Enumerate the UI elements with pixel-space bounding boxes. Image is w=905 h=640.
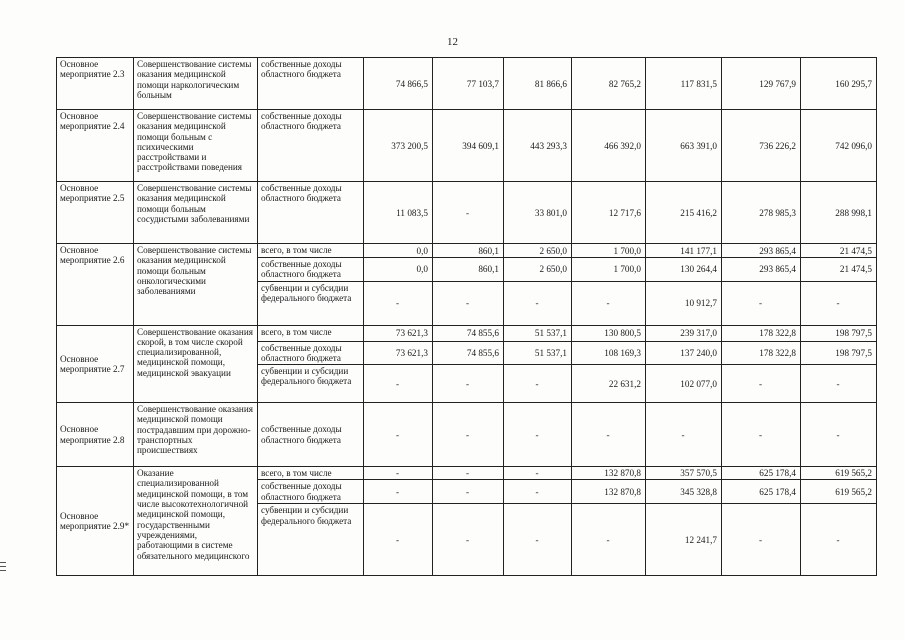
- funding-source-cell: собственные доходы областного бюджета: [258, 480, 364, 504]
- value-cell: 345 328,8: [646, 480, 722, 504]
- measure-cell: Основное мероприятие 2.7: [57, 325, 134, 403]
- funding-source-cell: собственные доходы областного бюджета: [258, 110, 364, 182]
- value-cell: 443 293,3: [504, 110, 572, 182]
- value-cell: 288 998,1: [801, 182, 877, 244]
- value-cell: 2 650,0: [504, 258, 572, 282]
- value-cell: 130 800,5: [572, 325, 646, 341]
- description-cell: Оказание специализированной медицинской помощи, в том числе высокотехнологичной медицинской помощи, государственными учреждениями, работающими в системе обязательного медицинского: [134, 467, 258, 576]
- value-cell: 625 178,4: [722, 467, 801, 480]
- measure-cell: Основное мероприятие 2.3: [57, 58, 134, 110]
- value-cell: -: [572, 504, 646, 576]
- value-cell: -: [364, 504, 433, 576]
- value-cell: -: [722, 281, 801, 325]
- page-number: 12: [447, 36, 458, 48]
- funding-source-cell: субвенции и субсидии федерального бюджета: [258, 365, 364, 403]
- table-row: [57, 467, 877, 480]
- funding-source-cell: субвенции и субсидии федерального бюджета: [258, 281, 364, 325]
- value-cell: 736 226,2: [722, 110, 801, 182]
- value-cell: 239 317,0: [646, 325, 722, 341]
- value-cell: -: [801, 403, 877, 467]
- value-cell: 357 570,5: [646, 467, 722, 480]
- funding-source-cell: собственные доходы областного бюджета: [258, 258, 364, 282]
- value-cell: -: [433, 480, 504, 504]
- value-cell: 132 870,8: [572, 480, 646, 504]
- value-cell: 51 537,1: [504, 325, 572, 341]
- funding-source-cell: собственные доходы областного бюджета: [258, 341, 364, 365]
- value-cell: 860,1: [433, 258, 504, 282]
- value-cell: 1 700,0: [572, 244, 646, 258]
- value-cell: 0,0: [364, 244, 433, 258]
- value-cell: 77 103,7: [433, 58, 504, 110]
- value-cell: 141 177,1: [646, 244, 722, 258]
- value-cell: -: [646, 403, 722, 467]
- value-cell: 132 870,8: [572, 467, 646, 480]
- value-cell: 74 866,5: [364, 58, 433, 110]
- table-row: [57, 325, 877, 341]
- value-cell: 178 322,8: [722, 325, 801, 341]
- value-cell: 619 565,2: [801, 480, 877, 504]
- value-cell: -: [364, 480, 433, 504]
- funding-source-cell: собственные доходы областного бюджета: [258, 403, 364, 467]
- value-cell: 278 985,3: [722, 182, 801, 244]
- value-cell: 102 077,0: [646, 365, 722, 403]
- funding-source-cell: всего, в том числе: [258, 244, 364, 258]
- value-cell: 293 865,4: [722, 258, 801, 282]
- value-cell: -: [504, 504, 572, 576]
- budget-table: [56, 57, 877, 576]
- measure-cell: Основное мероприятие 2.9*: [57, 467, 134, 576]
- value-cell: 2 650,0: [504, 244, 572, 258]
- description-cell: Совершенствование системы оказания медицинской помощи больным с психическими расстройствами и расстройствами поведения: [134, 110, 258, 182]
- value-cell: 130 264,4: [646, 258, 722, 282]
- measure-cell: Основное мероприятие 2.8: [57, 403, 134, 467]
- value-cell: 394 609,1: [433, 110, 504, 182]
- value-cell: -: [572, 403, 646, 467]
- value-cell: -: [801, 504, 877, 576]
- funding-source-cell: субвенции и субсидии федерального бюджета: [258, 504, 364, 576]
- description-cell: Совершенствование системы оказания медицинской помощи наркологическим больным: [134, 58, 258, 110]
- table-row: [57, 58, 877, 110]
- value-cell: -: [433, 467, 504, 480]
- value-cell: 373 200,5: [364, 110, 433, 182]
- value-cell: -: [433, 504, 504, 576]
- measure-cell: Основное мероприятие 2.6: [57, 244, 134, 326]
- funding-source-cell: всего, в том числе: [258, 325, 364, 341]
- value-cell: 198 797,5: [801, 325, 877, 341]
- value-cell: -: [364, 281, 433, 325]
- value-cell: 21 474,5: [801, 244, 877, 258]
- value-cell: 108 169,3: [572, 341, 646, 365]
- value-cell: -: [364, 365, 433, 403]
- funding-source-cell: всего, в том числе: [258, 467, 364, 480]
- description-cell: Совершенствование системы оказания медицинской помощи больным онкологическими заболеваниями: [134, 244, 258, 326]
- value-cell: 0,0: [364, 258, 433, 282]
- value-cell: -: [504, 281, 572, 325]
- value-cell: 619 565,2: [801, 467, 877, 480]
- description-cell: Совершенствование оказания медицинской помощи пострадавшим при дорожно-транспортных происшествиях: [134, 403, 258, 467]
- measure-cell: Основное мероприятие 2.5: [57, 182, 134, 244]
- value-cell: -: [433, 365, 504, 403]
- value-cell: 22 631,2: [572, 365, 646, 403]
- value-cell: -: [433, 182, 504, 244]
- value-cell: -: [504, 480, 572, 504]
- value-cell: 663 391,0: [646, 110, 722, 182]
- margin-mark: [0, 570, 6, 571]
- value-cell: 74 855,6: [433, 325, 504, 341]
- value-cell: 625 178,4: [722, 480, 801, 504]
- table-row: [57, 182, 877, 244]
- value-cell: -: [722, 504, 801, 576]
- funding-source-cell: собственные доходы областного бюджета: [258, 182, 364, 244]
- value-cell: 1 700,0: [572, 258, 646, 282]
- value-cell: -: [504, 403, 572, 467]
- value-cell: 51 537,1: [504, 341, 572, 365]
- value-cell: -: [722, 403, 801, 467]
- value-cell: 21 474,5: [801, 258, 877, 282]
- table-row: [57, 244, 877, 258]
- value-cell: -: [801, 281, 877, 325]
- value-cell: 466 392,0: [572, 110, 646, 182]
- value-cell: 742 096,0: [801, 110, 877, 182]
- margin-mark: [0, 562, 6, 563]
- value-cell: 12 241,7: [646, 504, 722, 576]
- value-cell: 74 855,6: [433, 341, 504, 365]
- value-cell: 33 801,0: [504, 182, 572, 244]
- value-cell: 160 295,7: [801, 58, 877, 110]
- value-cell: 198 797,5: [801, 341, 877, 365]
- value-cell: -: [801, 365, 877, 403]
- measure-cell: Основное мероприятие 2.4: [57, 110, 134, 182]
- value-cell: 860,1: [433, 244, 504, 258]
- value-cell: 215 416,2: [646, 182, 722, 244]
- value-cell: -: [722, 365, 801, 403]
- table-row: [57, 403, 877, 467]
- value-cell: 129 767,9: [722, 58, 801, 110]
- value-cell: 178 322,8: [722, 341, 801, 365]
- value-cell: 10 912,7: [646, 281, 722, 325]
- value-cell: 137 240,0: [646, 341, 722, 365]
- value-cell: 293 865,4: [722, 244, 801, 258]
- value-cell: -: [433, 403, 504, 467]
- value-cell: -: [504, 365, 572, 403]
- table-row: [57, 110, 877, 182]
- value-cell: 117 831,5: [646, 58, 722, 110]
- value-cell: 73 621,3: [364, 341, 433, 365]
- funding-source-cell: собственные доходы областного бюджета: [258, 58, 364, 110]
- value-cell: 81 866,6: [504, 58, 572, 110]
- description-cell: Совершенствование оказания скорой, в том числе скорой специализированной, медицинской помощи, медицинской эвакуации: [134, 325, 258, 403]
- value-cell: 12 717,6: [572, 182, 646, 244]
- description-cell: Совершенствование системы оказания медицинской помощи больным сосудистыми заболеваниями: [134, 182, 258, 244]
- value-cell: -: [504, 467, 572, 480]
- value-cell: 11 083,5: [364, 182, 433, 244]
- value-cell: -: [364, 467, 433, 480]
- value-cell: 73 621,3: [364, 325, 433, 341]
- value-cell: 82 765,2: [572, 58, 646, 110]
- value-cell: -: [433, 281, 504, 325]
- value-cell: -: [364, 403, 433, 467]
- margin-mark: [0, 566, 6, 567]
- value-cell: -: [572, 281, 646, 325]
